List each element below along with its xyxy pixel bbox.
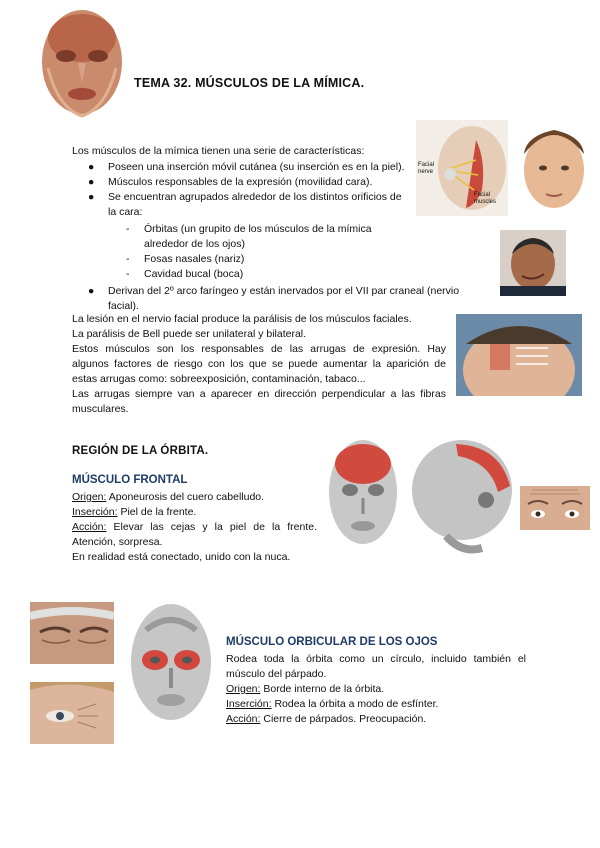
facial-nerve-label: Facial nerve xyxy=(418,162,435,175)
orbicular-heading: MÚSCULO ORBICULAR DE LOS OJOS xyxy=(226,636,438,648)
list-item: la cara: xyxy=(108,206,143,218)
forehead-wrinkles-photo xyxy=(456,314,582,396)
paragraph-line: Estos músculos son los responsables de las arrugas de expresión. Hay xyxy=(72,343,446,355)
last-bullet: ● Derivan del 2º arco faríngeo y están inervados por el VII par craneal (nervio facial). xyxy=(88,285,460,312)
paragraph-line: La parálisis de Bell puede ser unilateral y bilateral. xyxy=(72,328,307,340)
list-item: - Fosas nasales (nariz) xyxy=(126,253,245,265)
list-item: - Cavidad bucal (boca) xyxy=(126,268,244,280)
orbicular-muscle-image xyxy=(128,600,214,736)
list-item: ● Músculos responsables de la expresión (movilidad cara). xyxy=(88,176,373,188)
bell-palsy-photo xyxy=(500,230,566,296)
list-item: - Órbitas (un grupito de los músculos de la mímica xyxy=(126,223,372,235)
facial-muscles-label: Facial muscles xyxy=(474,192,497,205)
paragraph-line: estas arrugas como: sobreexposición, contaminación, tabaco... xyxy=(72,373,366,385)
list-item: ● Se encuentran agrupados alrededor de los distintos orificios de xyxy=(88,191,402,203)
paragraph-line: musculares. xyxy=(72,403,129,415)
frontal-muscle-front-image xyxy=(326,438,400,550)
orbicular-details: Rodea toda la órbita como un círculo, incluido también el músculo del párpado. Origen: Borde interno de la órbita. Inserción: Rodea la órbita a modo de esfínter. Acción: Cierre de párpados. Preocupación. xyxy=(226,653,526,725)
facial-nerve-diagram xyxy=(416,120,508,216)
face-photo-young xyxy=(512,118,596,216)
paragraph-block xyxy=(72,312,446,417)
paragraph-line: La lesión en el nervio facial produce la parálisis de los músculos faciales. xyxy=(72,313,412,325)
squinting-eyes-photo xyxy=(30,602,114,664)
frontal-details: Origen: Aponeurosis del cuero cabelludo. Inserción: Piel de la frente. Acción: Elevar las cejas y la piel de la frente. Atención, sorpresa. En realidad está conectado, unido con la nuca. xyxy=(72,491,317,563)
paragraph-line: Las arrugas siempre van a aparecer en dirección perpendicular a las fibras xyxy=(72,388,446,400)
list-item: ● Poseen una inserción móvil cutánea (su inserción es en la piel). xyxy=(88,161,405,173)
paragraph-line: algunos factores de riesgo con los que se puede aumentar la aparición de xyxy=(72,358,446,370)
page-title: TEMA 32. MÚSCULOS DE LA MÍMICA. xyxy=(134,76,365,90)
frontal-muscle-side-image xyxy=(406,436,516,554)
raised-eyebrows-photo xyxy=(520,486,590,530)
section-heading-orbita: REGIÓN DE LA ÓRBITA. xyxy=(72,445,209,457)
intro-bullets xyxy=(72,160,405,220)
anatomical-face-image xyxy=(38,8,126,120)
frontal-heading: MÚSCULO FRONTAL xyxy=(72,474,188,486)
crows-feet-photo xyxy=(30,682,114,744)
intro-lead: Los músculos de la mímica tienen una serie de características: xyxy=(72,145,365,157)
intro-sublist xyxy=(72,222,402,282)
list-item: alrededor de los ojos) xyxy=(144,238,245,250)
